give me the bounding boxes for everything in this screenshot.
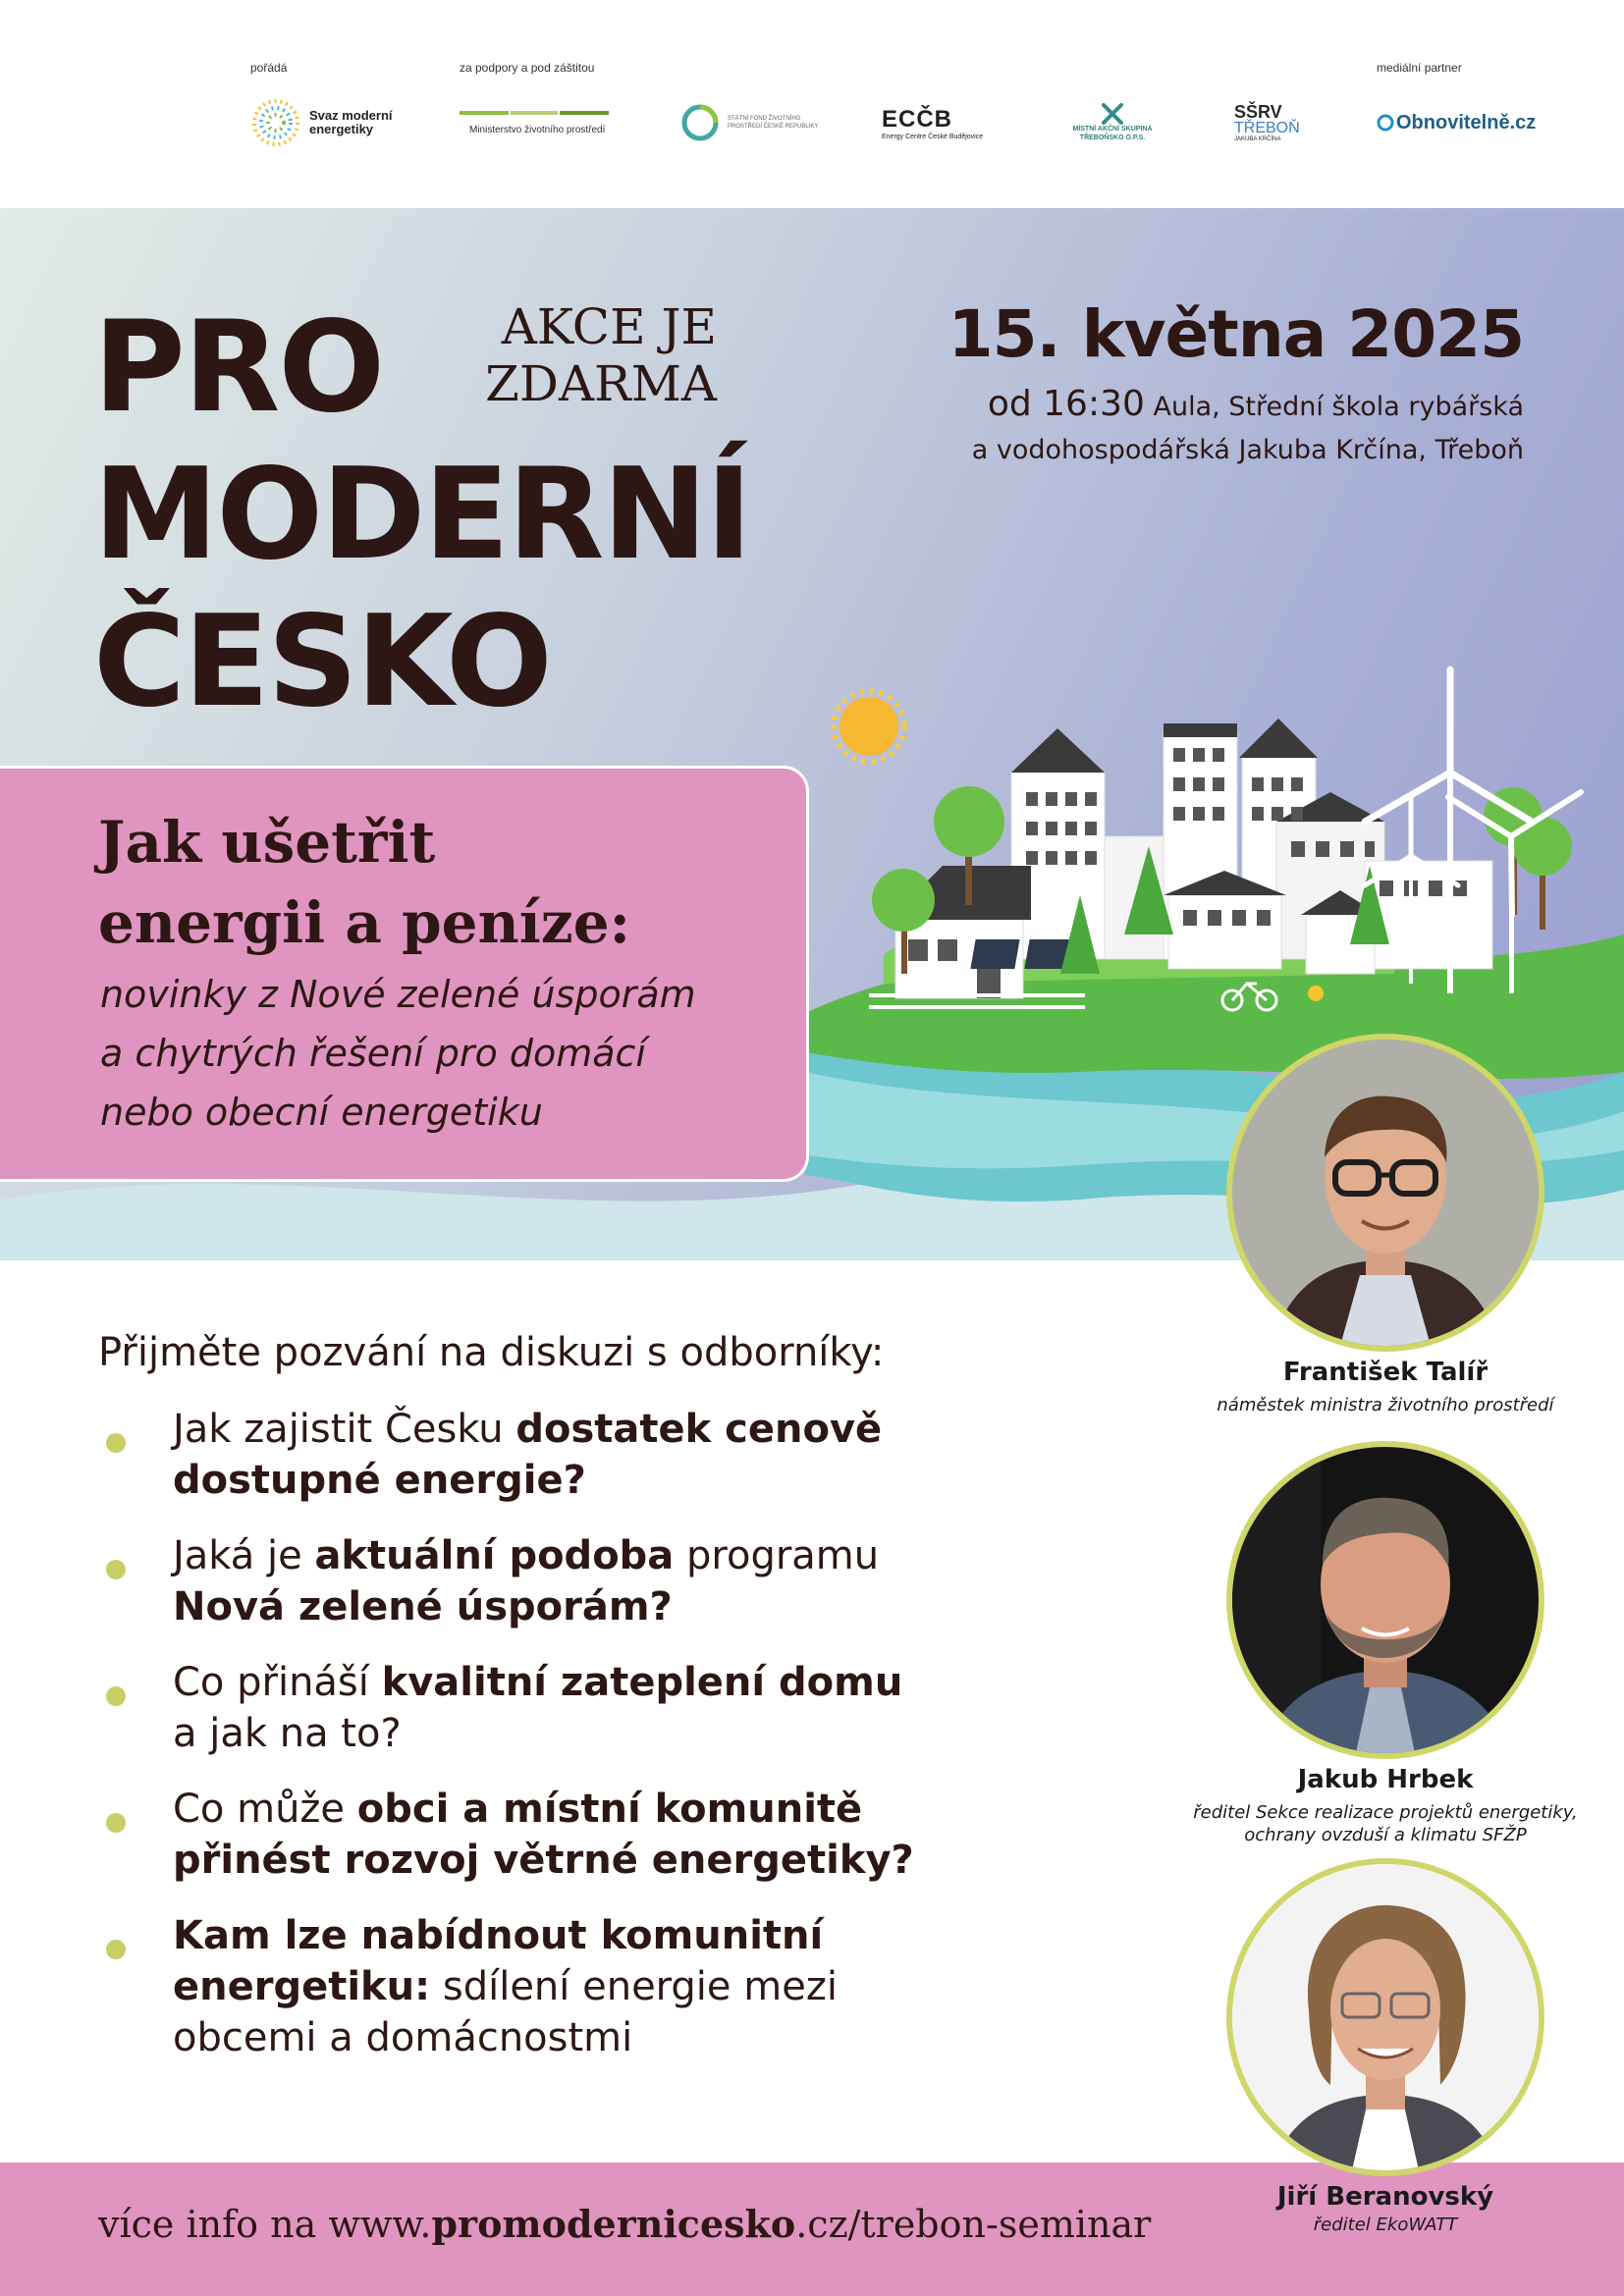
event-title-line-2: MODERNÍ xyxy=(93,442,751,588)
topic-headline-line-1: Jak ušetřit xyxy=(98,809,436,876)
sfzp-ring-icon xyxy=(680,103,720,142)
topic-headline xyxy=(98,802,630,963)
bullet-dot-icon xyxy=(106,1940,126,1959)
speaker-name: Jiří Beranovský xyxy=(1276,2182,1494,2212)
question-bold-text: energetiku: xyxy=(173,1964,431,2009)
event-title-line-1: PRO xyxy=(93,294,384,441)
speaker-card xyxy=(1226,1858,1544,2235)
eccb-logo-text: ECČB xyxy=(882,105,953,133)
topic-sub-line-2: a chytrých řešení pro domácí xyxy=(100,1032,646,1075)
venue-line-2: a vodohospodářská Jakuba Krčína, Třeboň xyxy=(971,435,1524,465)
footer-prefix: více info na www. xyxy=(98,2203,432,2246)
discussion-questions xyxy=(98,1404,914,2088)
speaker-portrait-1 xyxy=(1232,1040,1539,1346)
speaker-role-line: ředitel Sekce realizace projektů energetiky, xyxy=(1193,1802,1578,1823)
ministerstvo-logo xyxy=(460,93,609,152)
question-item xyxy=(98,1657,914,1759)
mas-leaf-icon xyxy=(1100,103,1125,125)
question-text: Co přináší xyxy=(173,1660,382,1705)
question-bold-text: kvalitní zateplení domu xyxy=(381,1660,903,1705)
question-item xyxy=(98,1784,914,1886)
mas-logo xyxy=(1054,93,1171,152)
partner-logo-strip xyxy=(0,0,1624,208)
question-bold-text: obci a místní komunitě xyxy=(356,1787,863,1832)
topic-sub-line-3: nebo obecní energetiku xyxy=(100,1091,543,1134)
question-text: programu xyxy=(674,1533,880,1578)
event-date: 15. května 2025 xyxy=(947,296,1524,372)
media-partner-caption: mediální partner xyxy=(1377,61,1462,75)
eccb-logo-subtext: Energy Centre České Budějovice xyxy=(882,133,984,140)
speaker-role xyxy=(1138,1394,1624,1416)
topic-sub-line-1: novinky z Nové zelené úsporám xyxy=(100,973,696,1016)
speaker-photo xyxy=(1226,1441,1544,1759)
svaz-logo-text: Svaz moderní energetiky xyxy=(309,107,393,136)
sfzp-logo xyxy=(680,93,826,152)
invite-heading: Přijměte pozvání na diskuzi s odborníky: xyxy=(98,1330,885,1375)
speaker-role-line: náměstek ministra životního prostředí xyxy=(1217,1395,1554,1415)
bullet-dot-icon xyxy=(106,1560,126,1579)
question-item xyxy=(98,1530,914,1632)
ssrv-logo-text: SŠRV xyxy=(1234,102,1282,122)
ssrv-logo-sub: JAKUBA KRČÍNA xyxy=(1234,136,1281,142)
question-bold-text: aktuální podoba xyxy=(314,1533,675,1578)
flower-icon xyxy=(1308,986,1324,1001)
venue-line-1: Aula, Střední škola rybářská xyxy=(1153,392,1524,422)
eccb-logo xyxy=(882,93,983,152)
question-text: Jak zajistit Česku xyxy=(173,1407,516,1452)
question-text: obcemi a domácnostmi xyxy=(173,2015,633,2060)
speaker-photo xyxy=(1226,1034,1544,1352)
ssrv-logo-town: TŘEBOŇ xyxy=(1234,120,1300,136)
event-title-line-3: ČESKO xyxy=(93,589,551,735)
question-bold-text: Nová zelené úsporám? xyxy=(173,1584,673,1629)
organizer-caption: pořádá xyxy=(250,61,288,75)
speaker-card xyxy=(1193,1441,1578,1845)
question-text: Co může xyxy=(173,1787,357,1832)
question-text: Jaká je xyxy=(173,1533,315,1578)
svaz-dots-icon xyxy=(250,97,301,148)
speaker-name: František Talíř xyxy=(1282,1358,1489,1387)
event-venue xyxy=(972,383,1524,472)
speaker-role-line: ochrany ovzduší a klimatu SFŽP xyxy=(1244,1825,1527,1845)
question-bold-text: Kam lze nabídnout komunitní xyxy=(173,1913,824,1958)
topic-headline-line-2: energii a peníze: xyxy=(98,889,631,956)
footer-link[interactable] xyxy=(98,2202,1151,2246)
bullet-dot-icon xyxy=(106,1686,126,1706)
sfzp-logo-text: STÁTNÍ FOND ŽIVOTNÍHO PROSTŘEDÍ ČESKÉ REPUBLIKY xyxy=(728,116,819,130)
ministerstvo-logo-text: Ministerstvo životního prostředí xyxy=(469,124,606,135)
topic-subtitle xyxy=(100,965,696,1142)
question-bold-text: dostatek cenově xyxy=(515,1407,883,1452)
question-bold-text: přinést rozvoj větrné energetiky? xyxy=(173,1838,914,1883)
svaz-logo xyxy=(250,93,407,152)
speaker-portrait-3 xyxy=(1232,1864,1539,2170)
speaker-portrait-2 xyxy=(1232,1447,1539,1753)
free-admission-label xyxy=(471,298,717,412)
speaker-name: Jakub Hrbek xyxy=(1297,1765,1474,1794)
support-caption: za podpory a pod záštitou xyxy=(460,61,595,75)
speaker-photo xyxy=(1226,1858,1544,2176)
obnovitelne-logo-text: Obnovitelně.cz xyxy=(1396,111,1537,133)
event-time: od 16:30 xyxy=(987,384,1145,424)
speaker-role-line: ředitel EkoWATT xyxy=(1313,2215,1458,2235)
obnovitelne-circle-icon xyxy=(1377,114,1394,132)
speaker-role xyxy=(1138,2214,1624,2236)
ministerstvo-stripes-icon xyxy=(460,111,609,119)
question-item xyxy=(98,1910,914,2063)
mas-logo-text: MÍSTNÍ AKČNÍ SKUPINA TŘEBOŇSKO O.P.S. xyxy=(1072,126,1153,141)
speaker-role xyxy=(1138,1801,1624,1846)
question-item xyxy=(98,1404,914,1506)
obnovitelne-logo xyxy=(1377,93,1536,152)
bullet-dot-icon xyxy=(106,1433,126,1453)
question-text: sdílení energie mezi xyxy=(430,1964,838,2009)
free-line-1: AKCE JE xyxy=(501,298,717,355)
sun-icon xyxy=(839,697,898,756)
footer-suffix: .cz/trebon-seminar xyxy=(795,2203,1152,2246)
speaker-card xyxy=(1217,1034,1554,1415)
free-line-2: ZDARMA xyxy=(485,355,717,412)
ssrv-logo xyxy=(1234,93,1300,152)
question-bold-text: dostupné energie? xyxy=(173,1458,586,1503)
topic-box xyxy=(0,766,809,1182)
question-text: a jak na to? xyxy=(173,1711,402,1756)
footer-domain: promodernicesko xyxy=(431,2202,796,2246)
bullet-dot-icon xyxy=(106,1813,126,1833)
